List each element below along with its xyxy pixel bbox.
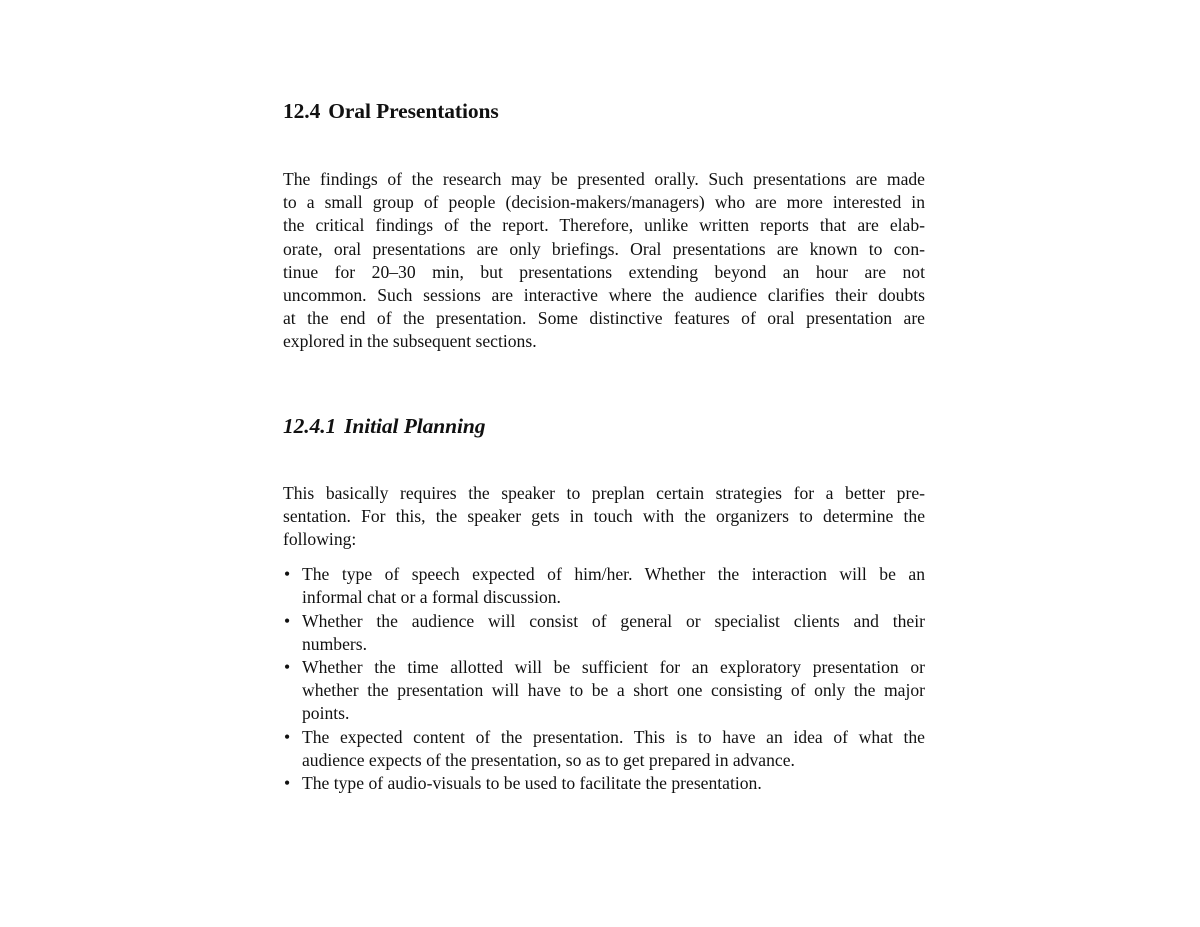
paragraph-line: following: <box>283 529 357 550</box>
bullet-icon: • <box>284 564 291 585</box>
section-number: 12.4 <box>283 99 321 123</box>
section-paragraph <box>283 168 925 354</box>
bullet-item <box>283 656 925 726</box>
subsection-paragraph <box>283 482 925 552</box>
bullet-icon: • <box>284 610 291 631</box>
paragraph-line: at the end of the presentation. Some distinctive features of oral presentation are <box>283 308 925 329</box>
section-title: Oral Presentations <box>328 99 499 123</box>
subsection-heading <box>283 411 925 441</box>
bullet-line: Whether the audience will consist of general or specialist clients and their <box>302 610 925 631</box>
section-heading <box>283 96 925 126</box>
paragraph-line: orate, oral presentations are only briefings. Oral presentations are known to con- <box>283 238 925 259</box>
bullet-item <box>283 726 925 772</box>
bullet-line: numbers. <box>302 633 367 654</box>
bullet-icon: • <box>284 773 291 794</box>
bullet-line: points. <box>302 703 350 724</box>
paragraph-line: explored in the subsequent sections. <box>283 331 537 352</box>
bullet-item <box>283 772 925 795</box>
subsection-title: Initial Planning <box>344 413 486 438</box>
paragraph-line: to a small group of people (decision-makers/managers) who are more interested in <box>283 192 925 213</box>
paragraph-line: This basically requires the speaker to preplan certain strategies for a better pre- <box>283 482 925 503</box>
bullet-icon: • <box>284 726 291 747</box>
bullet-line: The type of audio-visuals to be used to facilitate the presentation. <box>302 773 762 794</box>
bullet-list <box>283 563 925 795</box>
bullet-line: audience expects of the presentation, so as to get prepared in advance. <box>302 749 795 770</box>
bullet-line: The type of speech expected of him/her. Whether the interaction will be an <box>302 564 925 585</box>
paragraph-line: The findings of the research may be presented orally. Such presentations are made <box>283 169 925 189</box>
subsection-number: 12.4.1 <box>283 413 337 438</box>
bullet-item <box>283 563 925 609</box>
bullet-line: Whether the time allotted will be sufficient for an exploratory presentation or <box>302 657 925 678</box>
bullet-line: informal chat or a formal discussion. <box>302 587 561 608</box>
bullet-item <box>283 610 925 656</box>
paragraph-line: tinue for 20–30 min, but presentations extending beyond an hour are not <box>283 261 925 282</box>
bullet-line: The expected content of the presentation. This is to have an idea of what the <box>302 726 925 747</box>
paragraph-line: uncommon. Such sessions are interactive where the audience clarifies their doubts <box>283 285 925 306</box>
paragraph-line: the critical findings of the report. Therefore, unlike written reports that are elab- <box>283 215 925 236</box>
document-page <box>283 96 925 795</box>
paragraph-line: sentation. For this, the speaker gets in touch with the organizers to determine the <box>283 505 925 526</box>
bullet-icon: • <box>284 657 291 678</box>
bullet-line: whether the presentation will have to be a short one consisting of only the major <box>302 680 925 701</box>
